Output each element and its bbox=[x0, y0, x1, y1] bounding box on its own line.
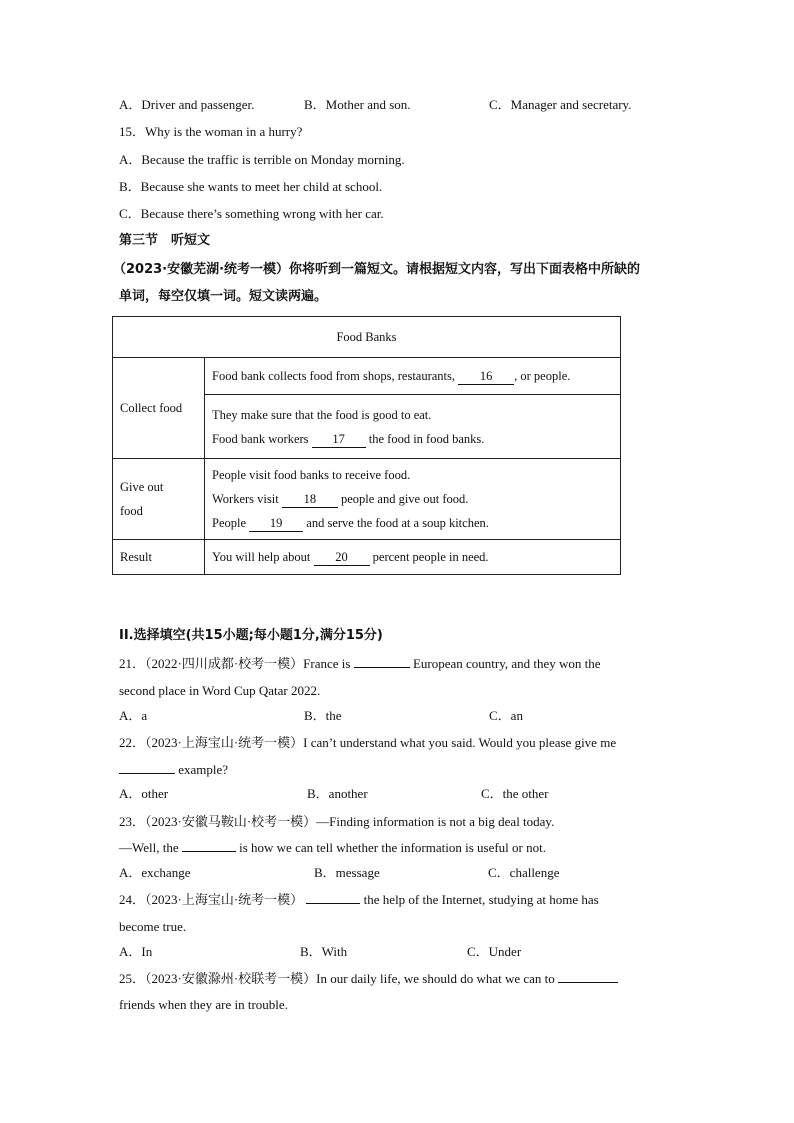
collect-1-text-after: , or people. bbox=[514, 369, 571, 383]
give-label-line1: Give out bbox=[120, 480, 164, 494]
give-out-food-label bbox=[113, 459, 205, 540]
collect-food-row-1 bbox=[205, 358, 621, 395]
q24-line1 bbox=[119, 891, 599, 909]
q15-option-b: B．Because she wants to meet her child at school. bbox=[119, 179, 383, 194]
q21-option-a: A．a bbox=[119, 708, 148, 723]
blank-19[interactable]: 19 bbox=[249, 516, 303, 532]
q23-line1: 23．（2023·安徽马鞍山·校考一模）—Finding information is not a big deal today. bbox=[119, 814, 555, 829]
q23-text-after: is how we can tell whether the information is useful or not. bbox=[239, 840, 546, 855]
q14-option-a: A．Driver and passenger. bbox=[119, 97, 255, 112]
q22-text-after: example? bbox=[178, 762, 229, 777]
q23-option-a: A．exchange bbox=[119, 865, 191, 880]
blank-18[interactable]: 18 bbox=[282, 492, 338, 508]
q25-blank[interactable] bbox=[558, 982, 618, 983]
food-banks-table bbox=[112, 316, 621, 575]
result-text: You will help about bbox=[212, 550, 311, 564]
give-3-text: People bbox=[212, 516, 247, 530]
section3-instruction-line2: 单词，每空仅填一词。短文读两遍。 bbox=[119, 289, 328, 304]
q24-option-a: A．In bbox=[119, 944, 153, 959]
give-line2 bbox=[212, 487, 613, 511]
give-label-line2: food bbox=[120, 504, 143, 518]
q22-line2 bbox=[119, 761, 228, 779]
result-text-after: percent people in need. bbox=[372, 550, 489, 564]
q15-option-c: C．Because there’s something wrong with her car. bbox=[119, 206, 384, 221]
give-line1: People visit food banks to receive food. bbox=[212, 468, 411, 482]
q21-line1 bbox=[119, 655, 601, 673]
result-label: Result bbox=[113, 540, 205, 575]
q23-option-b: B．message bbox=[314, 865, 380, 880]
q21-text: 21．（2022·四川成都·校考一模）France is bbox=[119, 656, 351, 671]
q21-blank[interactable] bbox=[354, 667, 410, 668]
q21-option-b: B．the bbox=[304, 708, 342, 723]
q22-option-a: A．other bbox=[119, 786, 169, 801]
q25-line1 bbox=[119, 970, 618, 988]
give-line3 bbox=[212, 511, 613, 535]
collect-food-label: Collect food bbox=[113, 358, 205, 459]
section3-instruction-line1: （2023·安徽芜湖·统考一模）你将听到一篇短文。请根据短文内容，写出下面表格中所缺的 bbox=[113, 262, 641, 277]
collect-food-row-2 bbox=[205, 395, 621, 459]
collect-2-line2 bbox=[212, 427, 613, 451]
q24-text-after: the help of the Internet, studying at home has bbox=[363, 892, 599, 907]
q23-line2 bbox=[119, 839, 546, 857]
q24-option-b: B．With bbox=[300, 944, 348, 959]
q25-line2: friends when they are in trouble. bbox=[119, 997, 288, 1012]
q14-option-b: B．Mother and son. bbox=[304, 97, 411, 112]
q25-text: 25．（2023·安徽滁州·校联考一模）In our daily life, we should do what we can to bbox=[119, 971, 555, 986]
q21-option-c: C．an bbox=[489, 708, 523, 723]
q22-option-c: C．the other bbox=[481, 786, 549, 801]
blank-17[interactable]: 17 bbox=[312, 432, 366, 448]
q24-text: 24．（2023·上海宝山·统考一模） bbox=[119, 892, 304, 907]
q23-text: —Well, the bbox=[119, 840, 179, 855]
q15-question: 15．Why is the woman in a hurry? bbox=[119, 124, 303, 139]
q15-option-a: A．Because the traffic is terrible on Monday morning. bbox=[119, 152, 405, 167]
q22-line1: 22．（2023·上海宝山·统考一模）I can’t understand what you said. Would you please give me bbox=[119, 735, 617, 750]
collect-1-text: Food bank collects food from shops, restaurants, bbox=[212, 369, 456, 383]
give-2-text: Workers visit bbox=[212, 492, 279, 506]
give-2-text-after: people and give out food. bbox=[340, 492, 469, 506]
q22-blank[interactable] bbox=[119, 773, 175, 774]
q21-line2: second place in Word Cup Qatar 2022. bbox=[119, 683, 321, 698]
q22-option-b: B．another bbox=[307, 786, 368, 801]
give-3-text-after: and serve the food at a soup kitchen. bbox=[306, 516, 489, 530]
table-title: Food Banks bbox=[113, 317, 621, 358]
result-cell bbox=[205, 540, 621, 575]
q24-line2: become true. bbox=[119, 919, 187, 934]
section3-title: 第三节 听短文 bbox=[119, 233, 211, 248]
collect-2-text-after: the food in food banks. bbox=[368, 431, 485, 446]
q14-option-c: C．Manager and secretary. bbox=[489, 97, 632, 112]
collect-2-line1: They make sure that the food is good to eat. bbox=[212, 407, 432, 422]
q21-text-after: European country, and they won the bbox=[412, 656, 601, 671]
give-out-food-cell bbox=[205, 459, 621, 540]
q24-blank[interactable] bbox=[306, 903, 360, 904]
q24-option-c: C．Under bbox=[467, 944, 522, 959]
q23-option-c: C．challenge bbox=[488, 865, 560, 880]
part2-title: II.选择填空(共15小题;每小题1分,满分15分) bbox=[119, 628, 383, 643]
q23-blank[interactable] bbox=[182, 851, 236, 852]
blank-20[interactable]: 20 bbox=[314, 550, 370, 566]
collect-2-text: Food bank workers bbox=[212, 431, 309, 446]
blank-16[interactable]: 16 bbox=[458, 369, 514, 385]
